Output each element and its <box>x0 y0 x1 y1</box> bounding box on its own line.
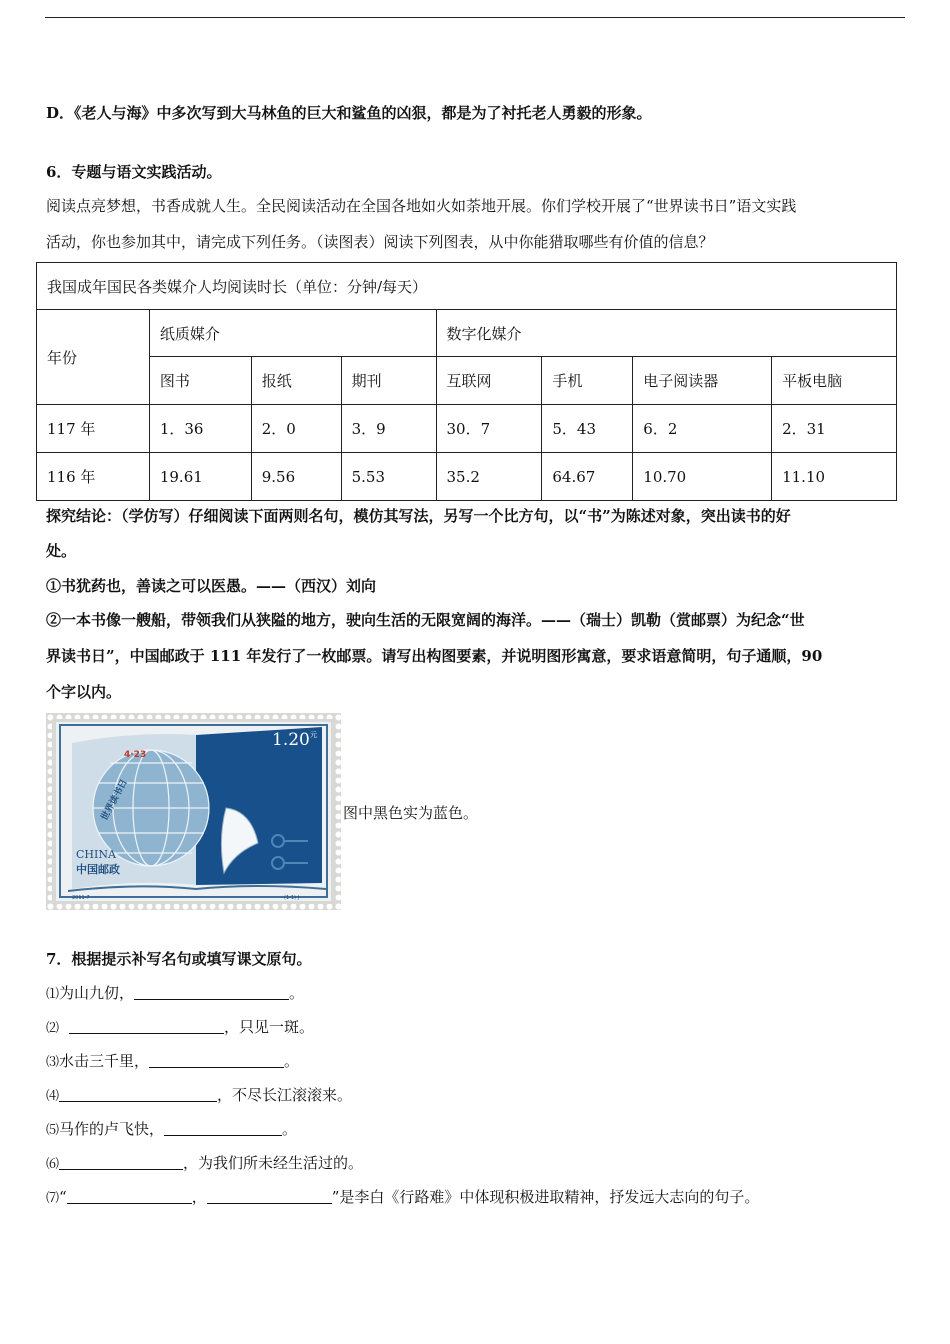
table-cell: 30．7 <box>436 405 542 453</box>
reading-time-table <box>36 262 897 501</box>
fill-item <box>46 1017 314 1039</box>
fill-item <box>46 1085 352 1107</box>
answer-blank[interactable] <box>67 1188 192 1204</box>
column-header: 平板电脑 <box>772 357 897 405</box>
column-header: 期刊 <box>341 357 436 405</box>
item-number: ⑹ <box>46 1157 60 1172</box>
fill-item <box>46 983 304 1005</box>
table-row <box>37 405 897 453</box>
table-row <box>37 453 897 501</box>
table-cell: 5．43 <box>542 405 633 453</box>
answer-blank[interactable] <box>134 984 289 1000</box>
column-header: 互联网 <box>436 357 542 405</box>
q7-heading: 7．根据提示补写名句或填写课文原句。 <box>46 950 312 968</box>
answer-blank[interactable] <box>59 1154 183 1170</box>
q6-heading: 6．专题与语文实践活动。 <box>46 163 222 181</box>
table-cell: 5.53 <box>341 453 436 501</box>
q5-option-d: D．《老人与海》中多次写到大马林鱼的巨大和鲨鱼的凶狠，都是为了衬托老人勇毅的形象。 <box>46 104 652 122</box>
stamp-china: CHINA <box>76 848 116 861</box>
column-header: 图书 <box>149 357 251 405</box>
item-text-after: ”是李白《行路难》中体现积极进取精神，抒发远大志向的句子。 <box>331 1188 760 1206</box>
item-number: ⑺ <box>46 1191 60 1206</box>
item-text-before: 马作的卢飞快， <box>59 1120 165 1138</box>
item-number: ⑸ <box>46 1123 60 1138</box>
table-cell: 2．0 <box>251 405 341 453</box>
fill-item <box>46 1187 759 1209</box>
stamp-post: 中国邮政 <box>76 863 120 876</box>
answer-blank[interactable] <box>69 1018 224 1034</box>
table-cell: 2．31 <box>772 405 897 453</box>
quote-2-line2: 界读书日”，中国邮政于 111 年发行了一枚邮票。请写出构图要素，并说明图形寓意，要求语意简明，句子通顺，90 <box>46 647 823 665</box>
item-number: ⑶ <box>46 1055 60 1070</box>
paper-media-header: 纸质媒介 <box>149 310 436 357</box>
answer-blank[interactable] <box>59 1086 217 1102</box>
item-text-after: ，只见一斑。 <box>224 1018 315 1036</box>
item-text-mid: ， <box>191 1188 207 1206</box>
column-header: 电子阅读器 <box>633 357 772 405</box>
item-text-after: 。 <box>289 984 305 1002</box>
fill-item <box>46 1051 299 1073</box>
quote-2-line1: ②一本书像一艘船，带领我们从狭隘的地方，驶向生活的无限宽阔的海洋。——（瑞士）凯勒（赏邮票）为纪念“世 <box>46 611 805 629</box>
item-number: ⑴ <box>46 987 60 1002</box>
table-cell: 64.67 <box>542 453 633 501</box>
table-cell: 6．2 <box>633 405 772 453</box>
answer-blank[interactable] <box>207 1188 332 1204</box>
item-text-before: 水击三千里， <box>59 1052 150 1070</box>
stamp-note: 图中黑色实为蓝色。 <box>343 804 479 822</box>
item-number: ⑵ <box>46 1021 60 1036</box>
stamp-arc-text: 世界读书日 <box>99 777 130 823</box>
column-header: 报纸 <box>251 357 341 405</box>
fill-item <box>46 1153 363 1175</box>
header-rule <box>45 17 905 18</box>
conclusion-line2: 处。 <box>46 542 77 560</box>
row-year: 117 年 <box>37 405 150 453</box>
item-text-before: 为山九仞， <box>59 984 135 1002</box>
table-cell: 19.61 <box>149 453 251 501</box>
stamp-unit: 元 <box>310 731 317 739</box>
item-text-after: 。 <box>282 1120 298 1138</box>
year-header: 年份 <box>37 310 150 405</box>
table-cell: 11.10 <box>772 453 897 501</box>
table-cell: 3．9 <box>341 405 436 453</box>
table-cell: 10.70 <box>633 453 772 501</box>
quote-2-line3: 个字以内。 <box>46 683 122 701</box>
stamp-code-right: (1-1) J <box>284 895 300 901</box>
table-cell: 9.56 <box>251 453 341 501</box>
answer-blank[interactable] <box>164 1120 282 1136</box>
table-cell: 1．36 <box>149 405 251 453</box>
row-year: 116 年 <box>37 453 150 501</box>
quote-1: ①书犹药也，善读之可以医愚。——（西汉）刘向 <box>46 577 377 595</box>
answer-blank[interactable] <box>149 1052 284 1068</box>
stamp-date: 4·23 <box>124 750 147 760</box>
item-number: ⑷ <box>46 1089 60 1104</box>
q6-intro-line2: 活动，你也参加其中，请完成下列任务。（读图表）阅读下列图表，从中你能猎取哪些有价值的信息？ <box>46 233 714 251</box>
digital-media-header: 数字化媒介 <box>436 310 896 357</box>
item-text-after: ，不尽长江滚滚来。 <box>217 1086 353 1104</box>
table-cell: 35.2 <box>436 453 542 501</box>
world-book-day-stamp <box>46 713 341 910</box>
fill-item <box>46 1119 297 1141</box>
item-text-after: 。 <box>284 1052 300 1070</box>
item-text-before: “ <box>59 1188 67 1206</box>
q6-intro-line1: 阅读点亮梦想，书香成就人生。全民阅读活动在全国各地如火如荼地开展。你们学校开展了“世界读书日”语文实践 <box>46 197 797 215</box>
stamp-code-left: 2011-7 <box>72 895 90 901</box>
table-title: 我国成年国民各类媒介人均阅读时长（单位：分钟/每天） <box>37 263 897 310</box>
column-header: 手机 <box>542 357 633 405</box>
item-text-after: ，为我们所未经生活过的。 <box>183 1154 364 1172</box>
conclusion-line1: 探究结论：（学仿写）仔细阅读下面两则名句，模仿其写法，另写一个比方句，以“书”为陈述对象，突出读书的好 <box>46 507 791 525</box>
stamp-value: 1.20 <box>272 730 310 750</box>
